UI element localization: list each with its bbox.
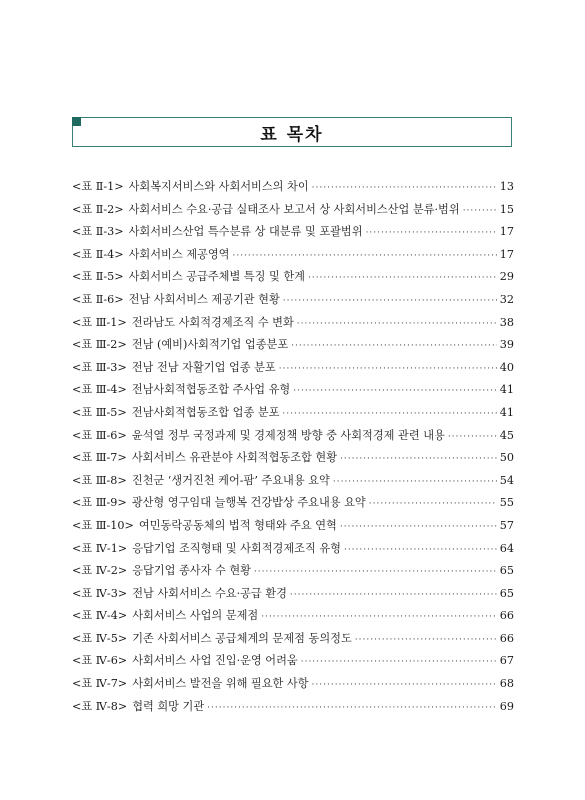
- toc-entry-title: 응답기업 종사자 수 현황: [132, 564, 251, 578]
- toc-entry[interactable]: [72, 379, 514, 402]
- toc-entry-page-number: 39: [499, 338, 514, 352]
- toc-entry-page-number: 57: [499, 518, 514, 532]
- toc-entry-label: <표 Ⅳ-5>: [72, 631, 128, 645]
- toc-entry-label: <표 Ⅳ-4>: [72, 609, 128, 623]
- toc-entry-title: 사회서비스 공급주체별 특징 및 한계: [128, 270, 305, 284]
- toc-entry[interactable]: [72, 673, 514, 696]
- toc-entry[interactable]: [72, 176, 514, 199]
- toc-entry-page-number: 64: [499, 541, 514, 555]
- toc-entry-title: 전남 전남 자활기업 업종 분포: [131, 360, 276, 374]
- toc-entry[interactable]: [72, 492, 514, 515]
- toc-entry-page-number: 69: [499, 699, 514, 713]
- dot-leader: [463, 200, 497, 223]
- toc-entry[interactable]: [72, 515, 514, 538]
- dot-leader: [301, 651, 497, 674]
- toc-entry-label: <표 Ⅲ-10>: [72, 518, 134, 532]
- dot-leader: [283, 290, 497, 313]
- toc-entry-title: 사회서비스 사업의 문제점: [132, 609, 259, 623]
- toc-entry-label: <표 Ⅲ-7>: [72, 451, 127, 465]
- dot-leader: [207, 697, 497, 720]
- toc-entry-label: <표 Ⅱ-1>: [72, 180, 124, 193]
- toc-entry-label: <표 Ⅲ-8>: [72, 473, 127, 487]
- toc-entry[interactable]: [72, 266, 514, 289]
- toc-entry-page-number: 66: [499, 609, 514, 623]
- toc-entry-title: 사회서비스 제공영역: [128, 247, 230, 261]
- toc-entry-title: 응답기업 조직형태 및 사회적경제조직 유형: [132, 541, 341, 555]
- toc-entry-label: <표 Ⅲ-4>: [72, 383, 127, 397]
- toc-entry-label: <표 Ⅱ-6>: [72, 292, 124, 306]
- toc-entry-title: 전라남도 사회적경제조직 수 변화: [131, 315, 294, 329]
- dot-leader: [279, 358, 497, 381]
- toc-entry-title: 기존 사회서비스 공급체계의 문제점 동의정도: [132, 631, 352, 645]
- toc-entry[interactable]: [72, 560, 514, 583]
- toc-entry-label: <표 Ⅱ-2>: [72, 202, 124, 216]
- toc-entry-label: <표 Ⅲ-6>: [72, 428, 127, 442]
- toc-entry-title: 사회서비스 발전을 위해 필요한 사항: [132, 677, 309, 691]
- toc-entry-page-number: 40: [499, 360, 514, 374]
- toc-entry[interactable]: [72, 583, 514, 606]
- toc-entry-page-number: 65: [499, 586, 514, 600]
- dot-leader: [344, 539, 497, 562]
- dot-leader: [355, 629, 497, 652]
- dot-leader: [297, 313, 497, 336]
- dot-leader: [261, 606, 497, 629]
- toc-entry-title: 사회서비스산업 특수분류 상 대분류 및 포괄범위: [128, 225, 363, 239]
- dot-leader: [369, 493, 497, 516]
- toc-entry[interactable]: [72, 289, 514, 312]
- dot-leader: [366, 222, 497, 245]
- toc-entry[interactable]: [72, 244, 514, 267]
- toc-entry[interactable]: [72, 402, 514, 425]
- toc-entry-label: <표 Ⅳ-7>: [72, 677, 128, 691]
- toc-entry-page-number: 38: [499, 315, 514, 329]
- toc-entry-title: 여민동락공동체의 법적 형태와 주요 연혁: [138, 518, 337, 532]
- dot-leader: [254, 561, 497, 584]
- toc-entry-title: 사회복지서비스와 사회서비스의 차이: [128, 180, 309, 193]
- toc-entry-title: 전남 (예비)사회적기업 업종분포: [131, 338, 289, 352]
- toc-entry[interactable]: [72, 334, 514, 357]
- dot-leader: [290, 584, 497, 607]
- toc-entry-label: <표 Ⅳ-3>: [72, 586, 128, 600]
- toc-entry[interactable]: [72, 650, 514, 673]
- toc-entry[interactable]: [72, 199, 514, 222]
- toc-entry-label: <표 Ⅱ-3>: [72, 225, 124, 239]
- toc-entry-title: 광산형 영구임대 늘행복 건강밥상 주요내용 요약: [131, 496, 366, 510]
- toc-entry[interactable]: [72, 221, 514, 244]
- toc-entry-page-number: 66: [499, 631, 514, 645]
- toc-entry-title: 윤석열 정부 국정과제 및 경제정책 방향 중 사회적경제 관련 내용: [131, 428, 445, 442]
- toc-entry[interactable]: [72, 470, 514, 493]
- toc-entry[interactable]: [72, 447, 514, 470]
- toc-entry-label: <표 Ⅳ-6>: [72, 654, 128, 668]
- toc-entry-page-number: 45: [499, 428, 514, 442]
- toc-entry[interactable]: [72, 696, 514, 719]
- page-title: 표 목차: [260, 124, 324, 145]
- toc-entry-page-number: 17: [499, 247, 514, 261]
- toc-entry-page-number: 67: [499, 654, 514, 668]
- toc-entry-page-number: 32: [499, 292, 514, 306]
- toc-entry-label: <표 Ⅱ-5>: [72, 270, 124, 284]
- toc-entry-page-number: 17: [499, 225, 514, 239]
- toc-entry-label: <표 Ⅲ-9>: [72, 496, 127, 510]
- toc-entry[interactable]: [72, 538, 514, 561]
- toc-entry-title: 진천군 ‘생거진천 케어-팜’ 주요내용 요약: [131, 473, 330, 487]
- toc-entry[interactable]: [72, 628, 514, 651]
- dot-leader: [312, 674, 497, 697]
- dot-leader: [448, 426, 497, 449]
- toc-entry-label: <표 Ⅱ-4>: [72, 247, 124, 261]
- toc-entry-page-number: 65: [499, 564, 514, 578]
- toc-entry-page-number: 29: [499, 270, 514, 284]
- toc-entry-page-number: 13: [499, 180, 514, 193]
- toc-entry[interactable]: [72, 605, 514, 628]
- dot-leader: [232, 245, 496, 268]
- toc-entry-title: 전남 사회서비스 제공기관 현황: [128, 292, 280, 306]
- toc-entry-page-number: 55: [499, 496, 514, 510]
- toc-entry[interactable]: [72, 425, 514, 448]
- toc-entry-page-number: 41: [499, 405, 514, 419]
- toc-entry-label: <표 Ⅲ-2>: [72, 338, 127, 352]
- toc-entry-page-number: 41: [499, 383, 514, 397]
- toc-entry-label: <표 Ⅲ-3>: [72, 360, 127, 374]
- toc-entry[interactable]: [72, 357, 514, 380]
- toc-entry-title: 협력 희망 기관: [132, 699, 205, 713]
- dot-leader: [293, 380, 497, 403]
- dot-leader: [333, 471, 497, 494]
- toc-entry-label: <표 Ⅳ-2>: [72, 564, 128, 578]
- dot-leader: [282, 403, 496, 426]
- toc-entry[interactable]: [72, 312, 514, 335]
- toc-entry-title: 사회서비스 수요·공급 실태조사 보고서 상 사회서비스산업 분류·범위: [128, 202, 460, 216]
- dot-leader: [340, 448, 497, 471]
- toc-heading-box: [72, 117, 512, 147]
- table-of-contents-list: [72, 176, 514, 718]
- toc-entry-title: 사회서비스 유관분야 사회적협동조합 현황: [131, 451, 338, 465]
- toc-entry-page-number: 15: [499, 202, 514, 216]
- toc-entry-label: <표 Ⅳ-8>: [72, 699, 128, 713]
- dot-leader: [291, 335, 497, 358]
- toc-entry-title: 사회서비스 사업 진입·운영 어려움: [132, 654, 298, 668]
- dot-leader: [312, 177, 497, 200]
- toc-entry-title: 전남사회적협동조합 업종 분포: [131, 405, 280, 419]
- toc-entry-page-number: 54: [499, 473, 514, 487]
- toc-entry-title: 전남사회적협동조합 주사업 유형: [131, 383, 291, 397]
- toc-entry-label: <표 Ⅳ-1>: [72, 541, 128, 555]
- toc-entry-page-number: 50: [499, 451, 514, 465]
- toc-entry-label: <표 Ⅲ-5>: [72, 405, 127, 419]
- dot-leader: [308, 267, 497, 290]
- dot-leader: [340, 516, 497, 539]
- toc-entry-page-number: 68: [499, 677, 514, 691]
- heading-accent-mark: [72, 117, 81, 126]
- toc-entry-label: <표 Ⅲ-1>: [72, 315, 127, 329]
- toc-entry-title: 전남 사회서비스 수요·공급 환경: [132, 586, 287, 600]
